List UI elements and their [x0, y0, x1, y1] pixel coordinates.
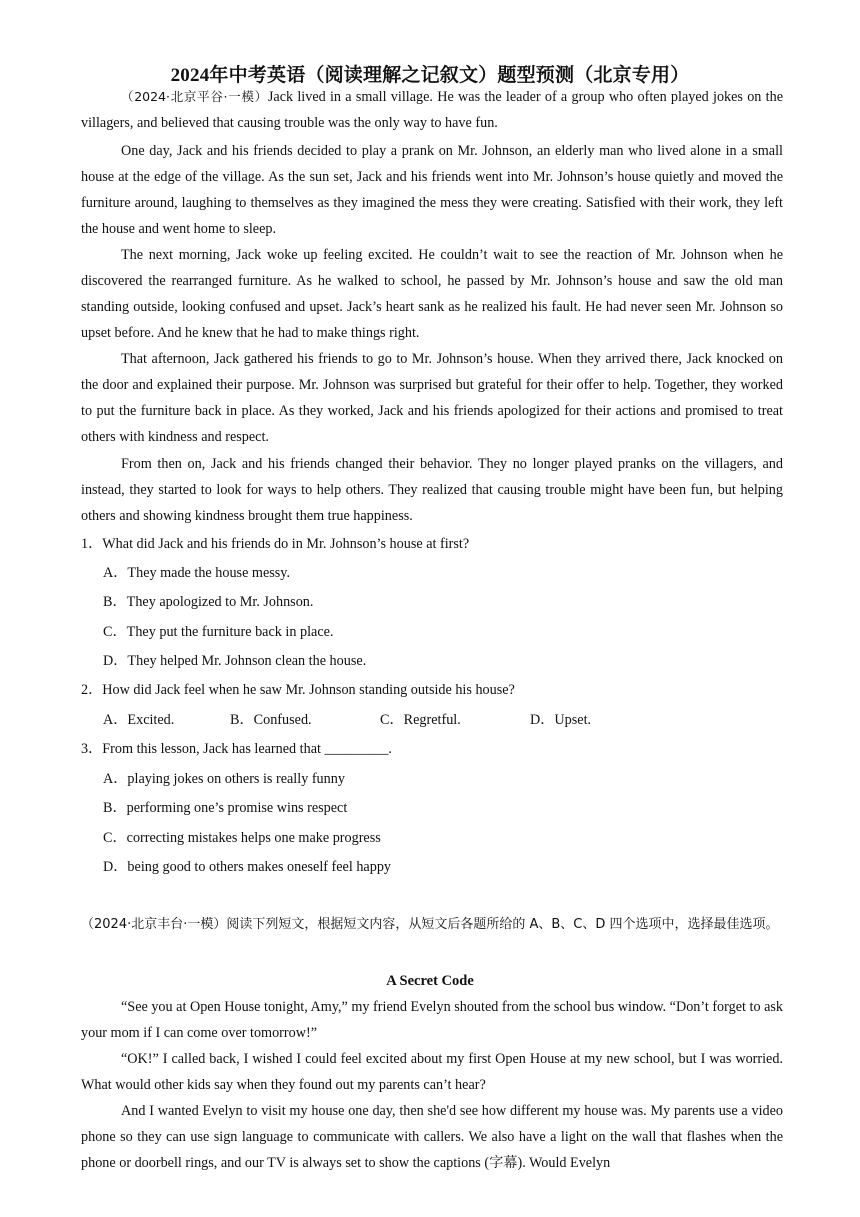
passage1-source: （2024·北京平谷·一模） — [121, 89, 268, 104]
question-2-option-b[interactable]: B．Confused. — [230, 712, 312, 728]
passage1-paragraph-4: That afternoon, Jack gathered his friends to go to Mr. Johnson’s house. When they arrived there, Jack knocked on the door and explained their purpose. Mr. Johnson was surprised but grateful for their offer to help. Together, they worked to put the furniture back in place. As they worked, Jack and his friends apologized for their actions and promised to treat others with kindness and respect. — [81, 351, 783, 445]
passage1-paragraph-2: One day, Jack and his friends decided to play a prank on Mr. Johnson, an elderly man who lived alone in a small house at the edge of the village. As the sun set, Jack and his friends went into Mr. Johnson’s house quietly and moved the furniture around, laughing to themselves as they imagined the mess they were creating. Satisfied with their work, they left the house and went home to sleep. — [81, 143, 783, 237]
passage2-heading: A Secret Code — [386, 973, 474, 989]
question-3-option-a[interactable]: A．playing jokes on others is really funny — [103, 771, 345, 787]
passage2-paragraph-1: “See you at Open House tonight, Amy,” my friend Evelyn shouted from the school bus window. “Don’t forget to ask your mom if I can come over tomorrow!” — [81, 999, 783, 1041]
passage1-paragraph-5: From then on, Jack and his friends changed their behavior. They no longer played pranks on the villagers, and instead, they started to look for ways to help others. They realized that causing trouble might have been fun, but helping others and showing kindness brought them true happiness. — [81, 456, 783, 524]
question-2-option-c[interactable]: C．Regretful. — [380, 712, 461, 728]
passage2-instruction: （2024·北京丰台·一模）阅读下列短文，根据短文内容，从短文后各题所给的 A、B、C、D 四个选项中，选择最佳选项。 — [81, 917, 779, 932]
passage1-paragraph-1 — [81, 84, 783, 136]
question-1-option-c[interactable]: C．They put the furniture back in place. — [103, 624, 334, 640]
question-1-option-d[interactable]: D．They helped Mr. Johnson clean the house. — [103, 653, 367, 669]
question-3-option-d[interactable]: D．being good to others makes oneself feel happy — [103, 859, 392, 875]
question-1-stem: 1．What did Jack and his friends do in Mr. Johnson’s house at first? — [81, 536, 470, 552]
question-3-option-b[interactable]: B．performing one’s promise wins respect — [103, 800, 348, 816]
passage2-paragraph-2: “OK!” I called back, I wished I could feel excited about my first Open House at my new school, but I was worried. What would other kids say when they found out my parents can’t hear? — [81, 1051, 783, 1093]
question-1-option-b[interactable]: B．They apologized to Mr. Johnson. — [103, 594, 314, 610]
question-3-stem: 3．From this lesson, Jack has learned that _________. — [81, 741, 392, 757]
question-2-stem: 2．How did Jack feel when he saw Mr. Johnson standing outside his house? — [81, 682, 515, 698]
question-2-option-a[interactable]: A．Excited. — [103, 712, 175, 728]
passage1-p1-text: Jack lived in a small village. He was the leader of a group who often played jokes on the villagers, and believed that causing trouble was the only way to have fun. — [81, 89, 783, 131]
passage2-paragraph-3: And I wanted Evelyn to visit my house one day, then she'd see how different my house was. My parents use a video phone so they can use sign language to communicate with callers. We also have a light on the wall that flashes when the phone or doorbell rings, and our TV is always set to show the captions (字幕). Would Evelyn — [81, 1103, 783, 1171]
question-2-option-d[interactable]: D．Upset. — [530, 712, 592, 728]
passage1-paragraph-3: The next morning, Jack woke up feeling excited. He couldn’t wait to see the reaction of Mr. Johnson when he discovered the rearranged furniture. As he walked to school, he passed by Mr. Johnson’s house and saw the old man standing outside, looking confused and upset. Jack’s heart sank as he realized his fault. He had never seen Mr. Johnson so upset before. And he knew that he had to make things right. — [81, 247, 783, 341]
question-1-option-a[interactable]: A．They made the house messy. — [103, 565, 291, 581]
question-3-option-c[interactable]: C．correcting mistakes helps one make progress — [103, 830, 381, 846]
page-title: 2024年中考英语（阅读理解之记叙文）题型预测（北京专用） — [170, 65, 690, 86]
